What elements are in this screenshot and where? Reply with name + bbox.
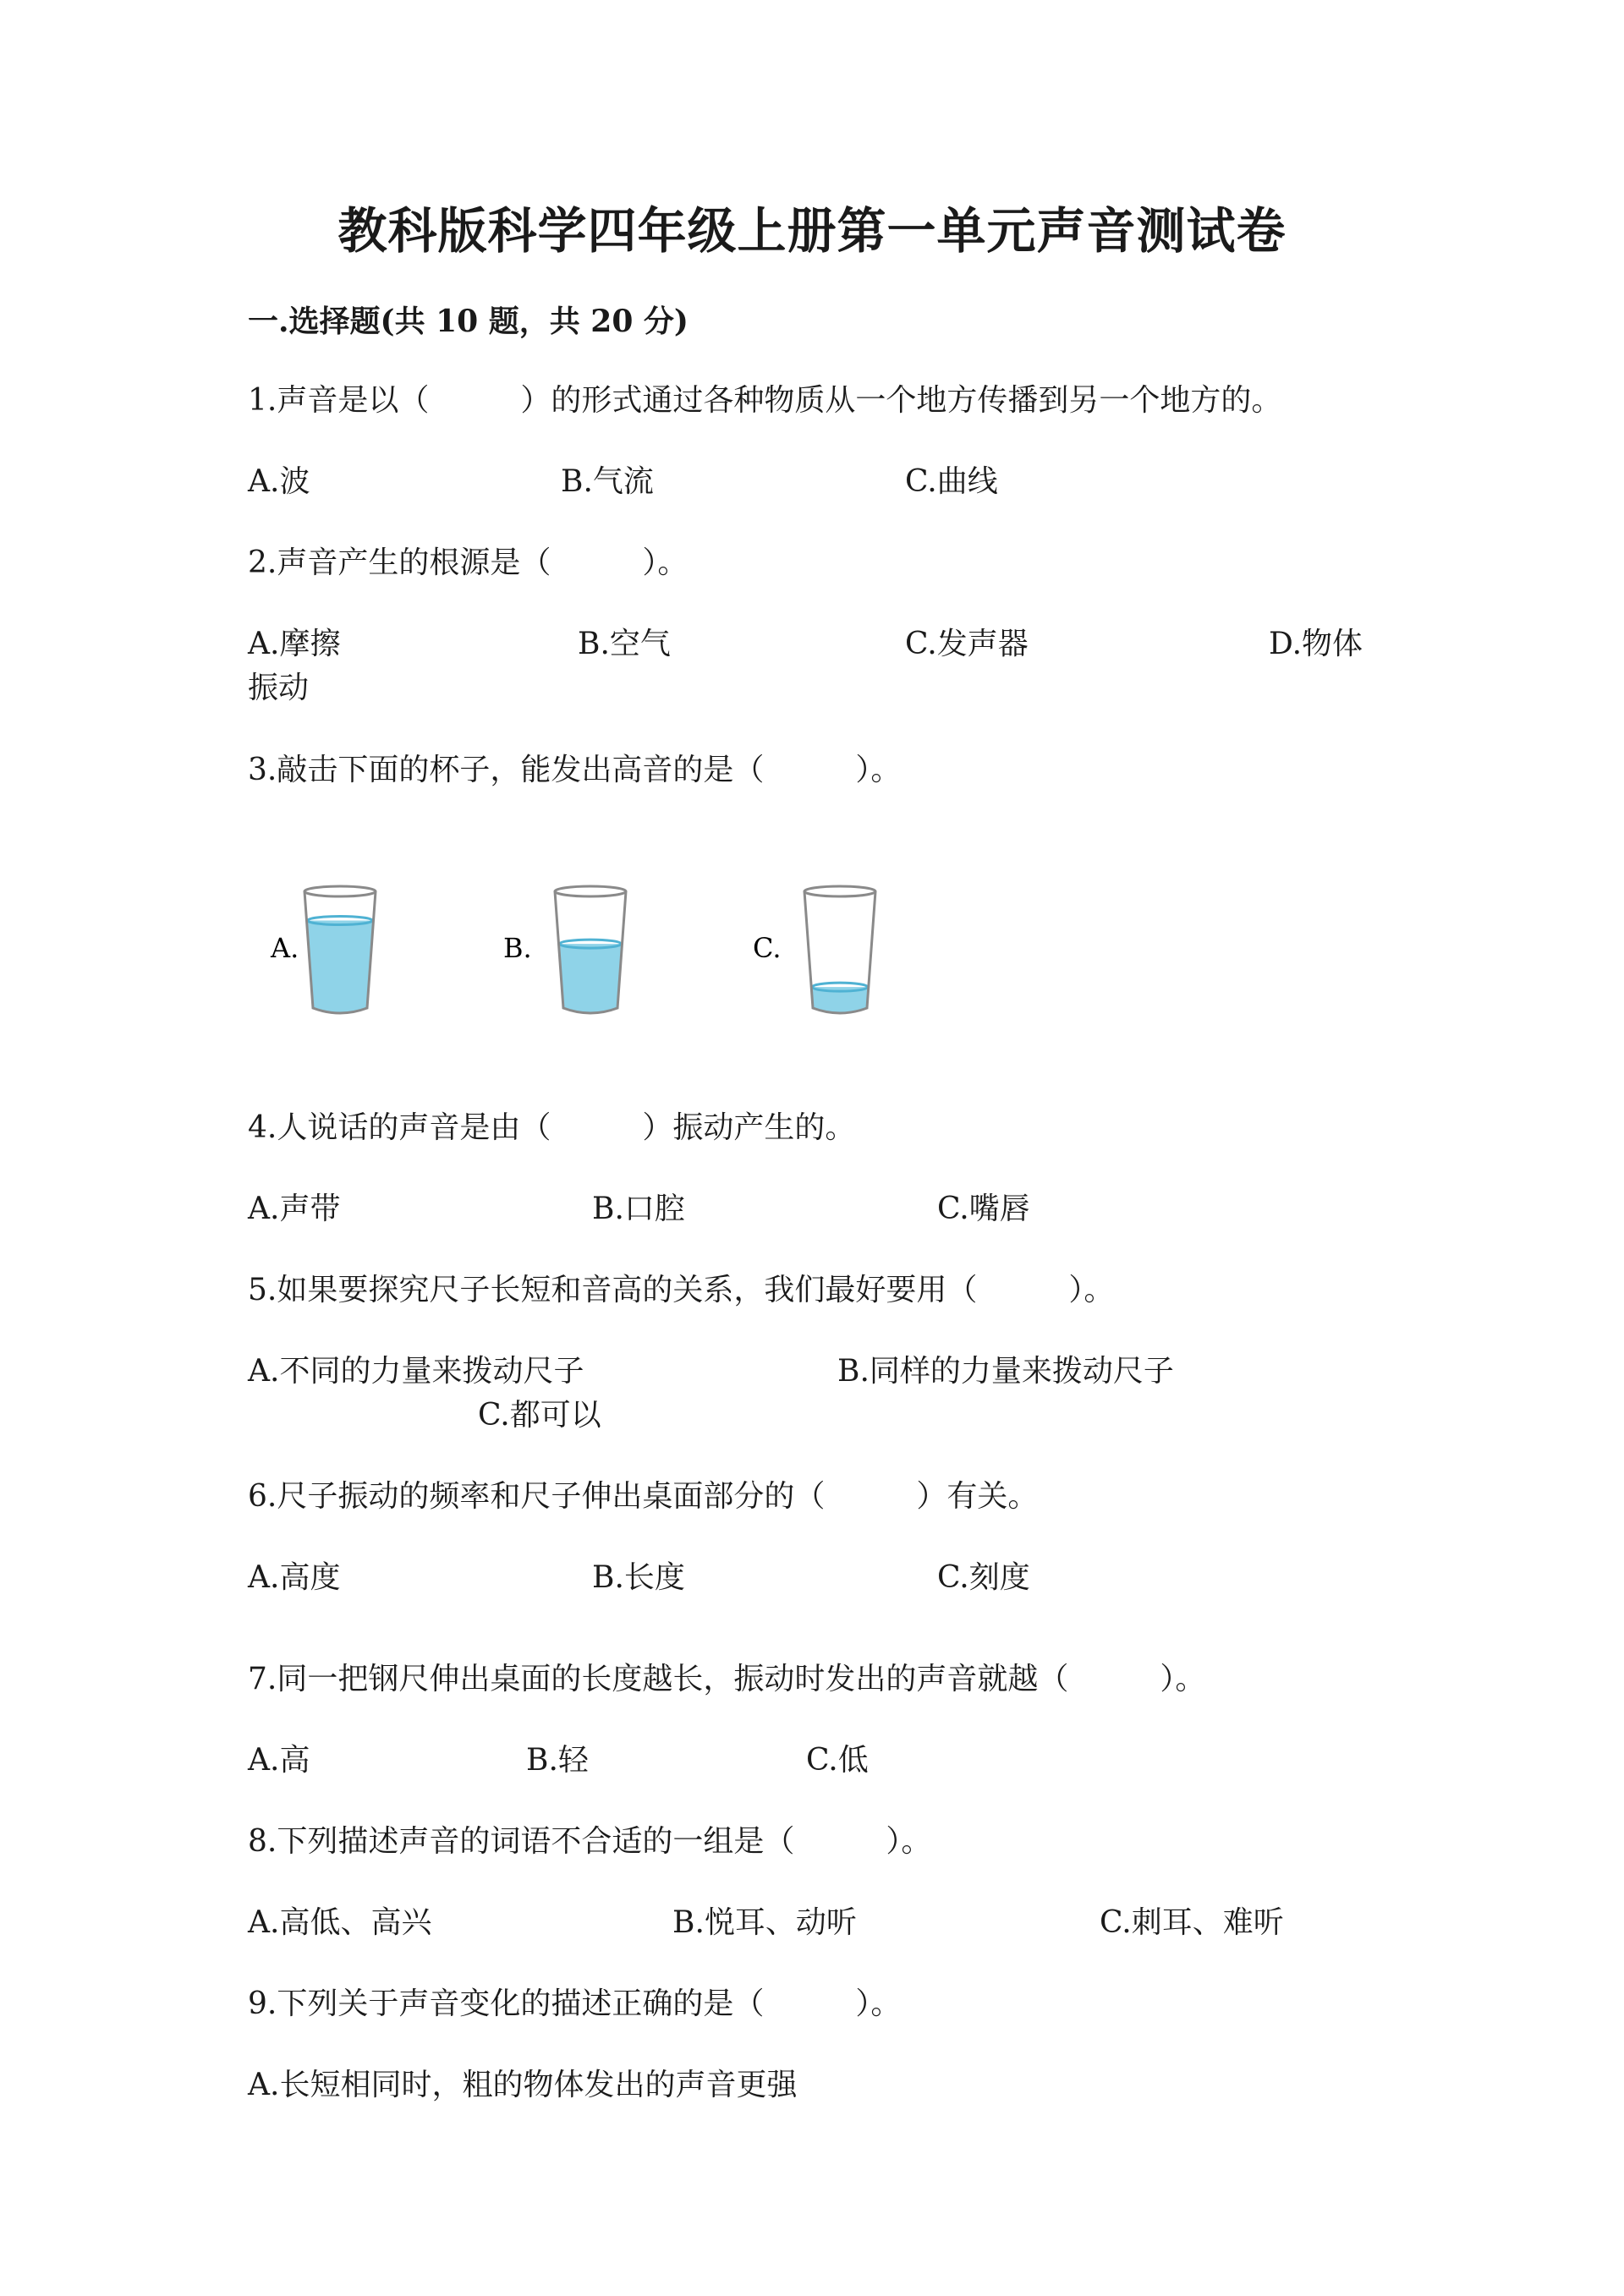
question-2-option-a: A.摩擦: [248, 627, 341, 661]
question-3-stem: 3.敲击下面的杯子，能发出高音的是（ ）。: [248, 753, 902, 787]
question-1-option-a: A.波: [248, 464, 310, 499]
question-8-option-c: C.刺耳、难听: [1100, 1905, 1284, 1940]
cup-c-rim: [804, 886, 875, 896]
question-6-option-c: C.刻度: [937, 1560, 1030, 1595]
question-1-stem: 1.声音是以（ ）的形式通过各种物质从一个地方传播到另一个地方的。: [248, 383, 1282, 418]
question-6-option-a: A.高度: [248, 1560, 341, 1595]
question-4-option-b: B.口腔: [592, 1192, 685, 1226]
question-4-option-a: A.声带: [248, 1192, 341, 1226]
question-2-option-d: D.物体: [1269, 627, 1363, 661]
question-7-option-c: C.低: [806, 1743, 869, 1778]
question-4-stem: 4.人说话的声音是由（ ）振动产生的。: [248, 1110, 856, 1145]
cup-a-label: A.: [271, 932, 299, 964]
question-6-option-b: B.长度: [592, 1560, 685, 1595]
question-5-option-b: B.同样的力量来拨动尺子: [837, 1354, 1174, 1389]
question-7-stem: 7.同一把钢尺伸出桌面的长度越长，振动时发出的声音就越（ ）。: [248, 1662, 1206, 1696]
question-9-option-a: A.长短相同时，粗的物体发出的声音更强: [248, 2068, 798, 2102]
question-2-option-b: B.空气: [578, 627, 671, 661]
question-5-option-c: C.都可以: [478, 1398, 601, 1433]
cup-a-water: [307, 921, 374, 1014]
question-2-stem: 2.声音产生的根源是（ ）。: [248, 545, 689, 580]
section-heading: 一.选择题(共 10 题，共 20 分): [248, 304, 689, 339]
question-2-option-d-continued: 振动: [248, 671, 310, 705]
question-8-stem: 8.下列描述声音的词语不合适的一组是（ ）。: [248, 1824, 932, 1859]
cup-a-rim: [304, 886, 376, 896]
question-7-option-a: A.高: [248, 1743, 310, 1778]
cup-a: [304, 886, 376, 1013]
question-2-option-c: C.发声器: [905, 627, 1029, 661]
question-6-stem: 6.尺子振动的频率和尺子伸出桌面部分的（ ）有关。: [248, 1479, 1039, 1514]
question-9-stem: 9.下列关于声音变化的描述正确的是（ ）。: [248, 1986, 902, 2021]
cup-b-rim: [555, 886, 626, 896]
cup-b-water: [559, 944, 623, 1013]
question-1-option-c: C.曲线: [905, 464, 998, 499]
question-8-option-b: B.悦耳、动听: [672, 1905, 857, 1940]
cup-c: [804, 886, 875, 1013]
question-4-option-c: C.嘴唇: [937, 1192, 1030, 1226]
question-5-option-a: A.不同的力量来拨动尺子: [248, 1354, 584, 1389]
cup-b-label: B.: [503, 932, 532, 964]
page-title: 教科版科学四年级上册第一单元声音测试卷: [337, 202, 1287, 260]
cup-b: [555, 886, 626, 1013]
question-5-stem: 5.如果要探究尺子长短和音高的关系，我们最好要用（ ）。: [248, 1273, 1115, 1307]
question-7-option-b: B.轻: [526, 1743, 589, 1778]
question-8-option-a: A.高低、高兴: [248, 1905, 432, 1940]
question-1-option-b: B.气流: [561, 464, 654, 499]
cup-c-label: C.: [753, 932, 782, 964]
question-3-cups-figure: [254, 879, 897, 1032]
